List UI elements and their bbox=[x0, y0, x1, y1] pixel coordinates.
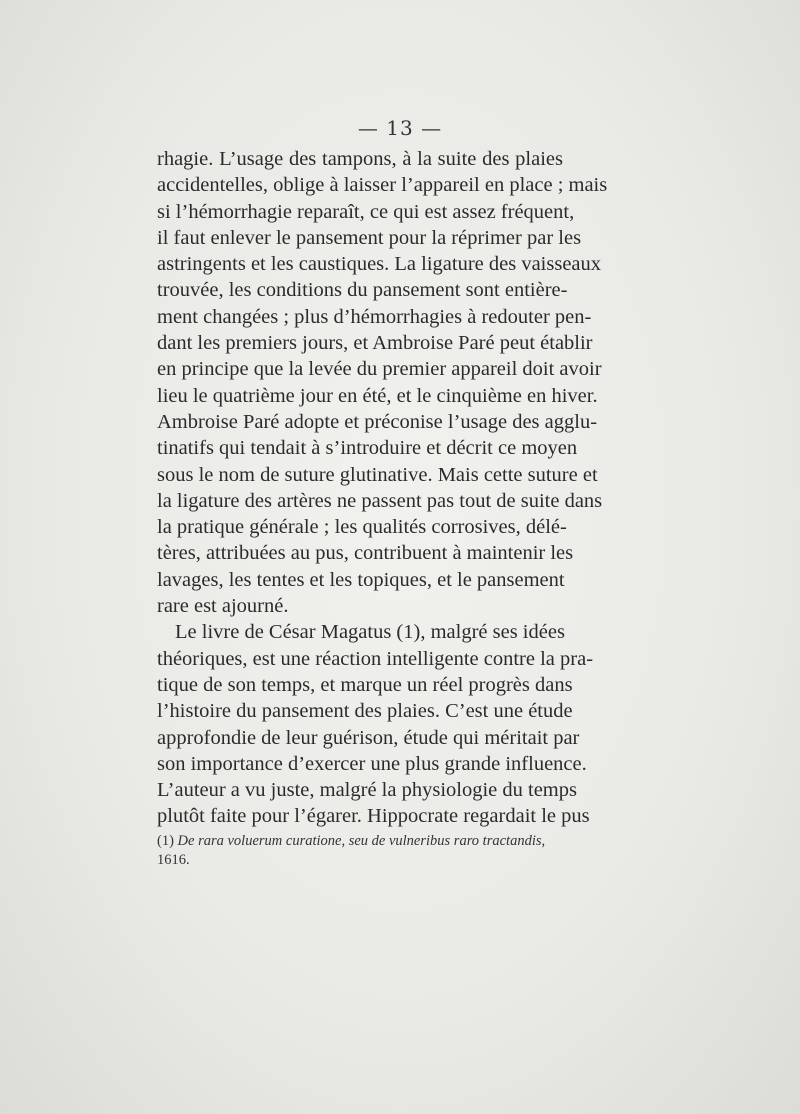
text-line: rhagie. L’usage des tampons, à la suite des plaies bbox=[157, 148, 563, 170]
text-line: ment changées ; plus d’hémorrhagies à redouter pen- bbox=[157, 305, 592, 328]
text-line: Ambroise Paré adopte et préconise l’usage des agglu- bbox=[157, 410, 598, 433]
text-line: astringents et les caustiques. La ligature des vaisseaux bbox=[157, 253, 602, 276]
text-line: l’histoire du pansement des plaies. C’est une étude bbox=[157, 700, 573, 723]
footnote-title: De rara voluerum curatione, seu de vulneribus raro tractandis, bbox=[177, 833, 546, 849]
text-line: théoriques, est une réaction intelligente contre la pra- bbox=[157, 647, 594, 670]
text-line: tinatifs qui tendait à s’introduire et décrit ce moyen bbox=[157, 437, 578, 460]
text-line: plutôt faite pour l’égarer. Hippocrate regardait le pus bbox=[157, 805, 590, 828]
text-line: lavages, les tentes et les topiques, et le pansement bbox=[157, 568, 565, 591]
text-line: la ligature des artères ne passent pas tout de suite dans bbox=[157, 489, 603, 512]
text-line: lieu le quatrième jour en été, et le cinquième en hiver. bbox=[157, 384, 598, 407]
footnote-marker: (1) bbox=[157, 833, 174, 849]
text-line: tères, attribuées au pus, contribuent à maintenir les bbox=[157, 542, 574, 565]
text-line: L’auteur a vu juste, malgré la physiologie du temps bbox=[157, 779, 577, 802]
footnote-year: 1616. bbox=[157, 852, 190, 868]
text-line: approfondie de leur guérison, étude qui méritait par bbox=[157, 726, 580, 749]
text-line: sous le nom de suture glutinative. Mais cette suture et bbox=[157, 463, 598, 486]
text-line: Le livre de César Magatus (1), malgré ses idées bbox=[175, 621, 565, 644]
text-line: accidentelles, oblige à laisser l’appareil en place ; mais bbox=[157, 174, 608, 197]
text-line: il faut enlever le pansement pour la réprimer par les bbox=[157, 226, 582, 249]
text-line: rare est ajourné. bbox=[157, 595, 289, 618]
text-line: tique de son temps, et marque un réel progrès dans bbox=[157, 673, 573, 696]
page-number: — 13 — bbox=[357, 116, 443, 140]
text-line: dant les premiers jours, et Ambroise Paré peut établir bbox=[157, 332, 593, 355]
text-line: en principe que la levée du premier appareil doit avoir bbox=[157, 358, 602, 381]
body-text bbox=[157, 146, 608, 830]
text-line: trouvée, les conditions du pansement sont entière- bbox=[157, 279, 568, 302]
text-line: son importance d’exercer une plus grande influence. bbox=[157, 752, 587, 775]
text-line: si l’hémorrhagie reparaît, ce qui est assez fréquent, bbox=[157, 200, 575, 223]
text-line: la pratique générale ; les qualités corrosives, délé- bbox=[157, 516, 567, 539]
footnote-line bbox=[157, 832, 563, 851]
footnote bbox=[157, 832, 563, 870]
